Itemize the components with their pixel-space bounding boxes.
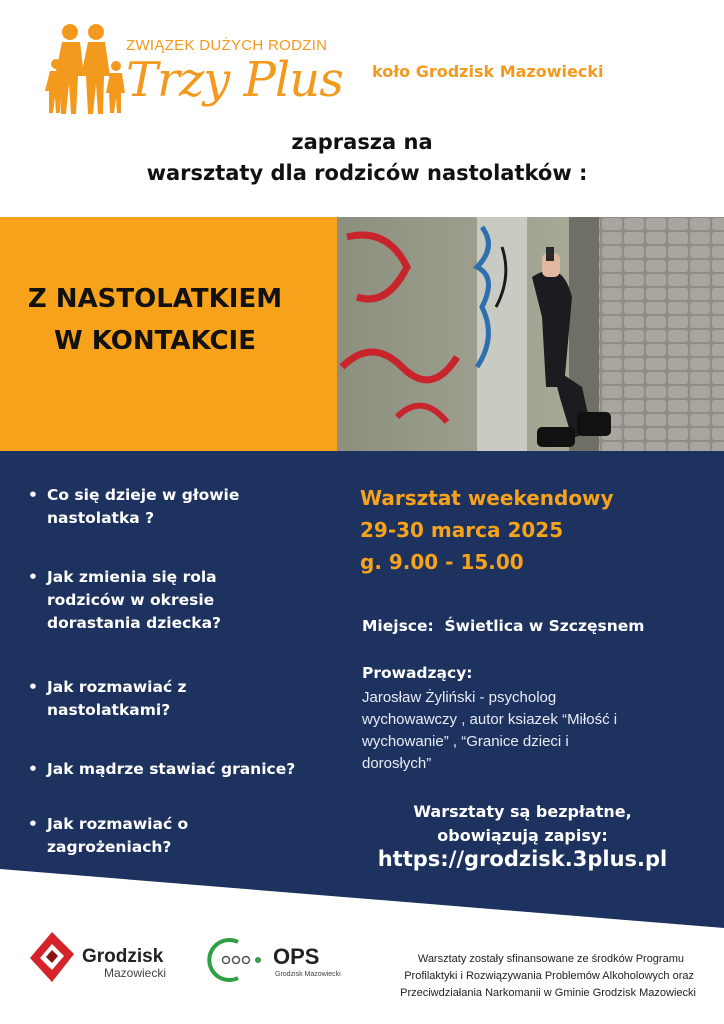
question-line: Jak rozmawiać z xyxy=(47,678,187,696)
question-line: Jak rozmawiać o xyxy=(47,815,189,833)
question-line: nastolatkami? xyxy=(47,701,171,719)
bullet: • xyxy=(28,486,38,504)
ops-name: OPS xyxy=(273,944,320,969)
question-line: nastolatka ? xyxy=(47,509,155,527)
lead-description xyxy=(362,687,707,775)
invite-line-2: warsztaty dla rodziców nastolatków : xyxy=(146,161,588,185)
question-line: Jak zmienia się rola xyxy=(47,568,217,586)
question-line: Jak mądrze stawiać granice? xyxy=(47,760,296,778)
branch-name: koło Grodzisk Mazowiecki xyxy=(372,62,604,81)
free-note-line-2: obowiązują zapisy: xyxy=(437,826,608,845)
lead-label: Prowadzący: xyxy=(362,664,473,682)
question-1 xyxy=(28,484,239,530)
question-4 xyxy=(28,758,295,781)
bullet: • xyxy=(28,815,38,833)
family-figures-logo xyxy=(44,20,128,120)
grodzisk-name: Grodzisk xyxy=(82,946,164,967)
ops-logo-icon xyxy=(204,934,274,984)
ops-subtitle: Grodzisk Mazowiecki xyxy=(275,971,341,978)
grodzisk-subtitle: Mazowiecki xyxy=(104,966,167,980)
event-date: 29-30 marca 2025 xyxy=(360,518,564,542)
lead-line: dorosłych” xyxy=(362,755,432,772)
funding-line-2: Profilaktyki i Rozwiązywania Problemów Alkoholowych oraz xyxy=(404,970,694,982)
lead-line: wychowanie” , “Granice dzieci i xyxy=(362,733,569,750)
invite-line-1: zaprasza na xyxy=(291,130,433,154)
free-note-line-1: Warsztaty są bezpłatne, xyxy=(413,802,632,821)
bullet: • xyxy=(28,678,38,696)
event-time: g. 9.00 - 15.00 xyxy=(360,550,524,574)
bullet: • xyxy=(28,760,38,778)
question-line: dorastania dziecka? xyxy=(47,614,222,632)
logo-tagline: ZWIĄZEK DUŻYCH RODZIN xyxy=(126,37,328,54)
lead-line: wychowawczy , autor ksiazek “Miłość i xyxy=(362,711,618,728)
funding-line-3: Przeciwdziałania Narkomanii w Gminie Grodzisk Mazowiecki xyxy=(400,987,696,999)
registration-link[interactable]: https://grodzisk.3plus.pl xyxy=(377,847,668,871)
title-line-1: Z NASTOLATKIEM xyxy=(27,284,283,314)
logo-wordmark: Trzy Plus xyxy=(126,52,343,108)
question-2 xyxy=(28,566,221,635)
question-line: rodziców w okresie xyxy=(47,591,215,609)
teen-phone-photo xyxy=(337,217,724,458)
question-line: zagrożeniach? xyxy=(47,838,172,856)
question-line: Co się dzieje w głowie xyxy=(47,486,240,504)
question-3 xyxy=(28,676,187,722)
lead-line: Jarosław Żyliński - psycholog xyxy=(362,689,557,706)
bullet: • xyxy=(28,568,38,586)
funding-line-1: Warsztaty zostały sfinansowane ze środków Programu xyxy=(417,953,684,965)
event-place: Miejsce: Świetlica w Szczęsnem xyxy=(362,617,645,635)
title-line-2: W KONTAKCIE xyxy=(54,326,256,356)
grodzisk-logo-icon xyxy=(30,930,80,984)
event-label: Warsztat weekendowy xyxy=(360,486,614,510)
question-5 xyxy=(28,813,188,859)
